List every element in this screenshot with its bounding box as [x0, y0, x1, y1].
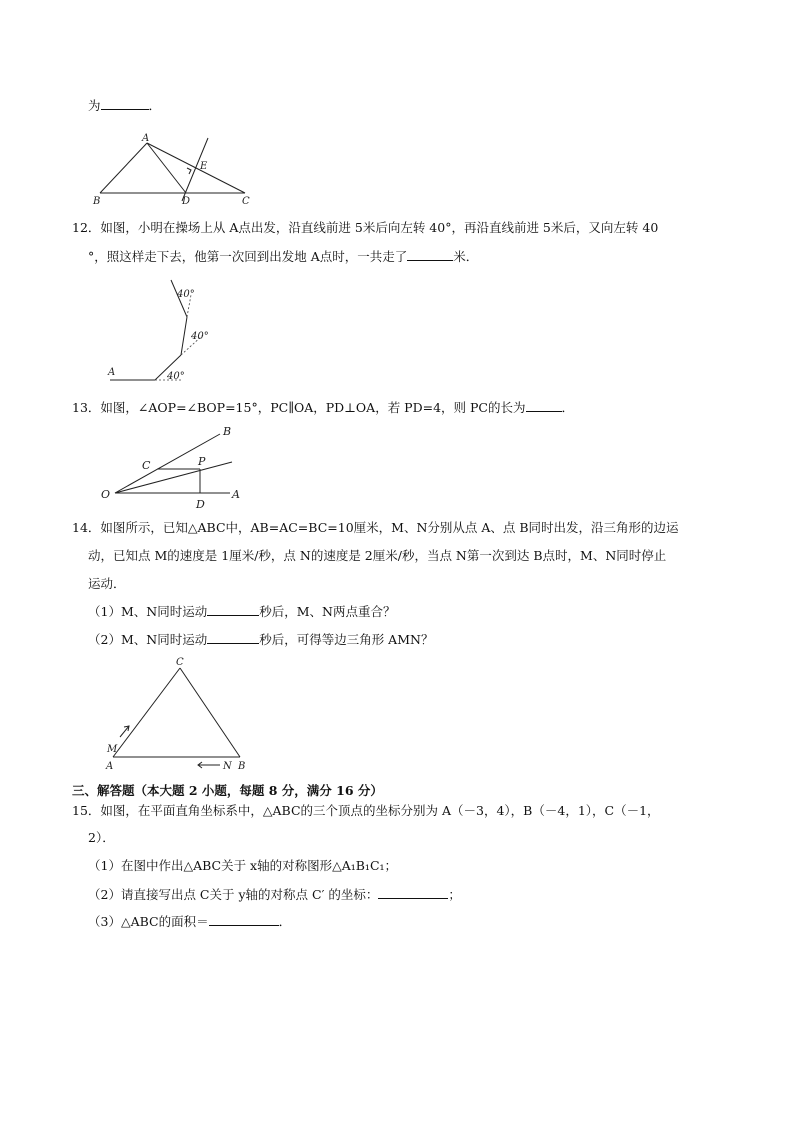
- fig11-label-b: B: [93, 196, 101, 207]
- fig12-angle-label-1: 40°: [167, 371, 185, 382]
- q15-sub2-answer-blank[interactable]: [378, 886, 448, 899]
- fig14-segment-cb: [180, 668, 240, 757]
- q15-sub2-text-a: （2）请直接写出点 C关于 y轴的对称点 C′ 的坐标：: [88, 887, 379, 902]
- q15-sub2-text-b: ；: [448, 887, 461, 902]
- q15-sub-2: [88, 886, 461, 903]
- fig11-label-e: E: [200, 161, 208, 172]
- q14-line-2: 动，已知点 M的速度是 1厘米/秒，点 N的速度是 2厘米/秒，当点 N第一次到达 B点时，M、N同时停止: [88, 548, 667, 563]
- figure-q13-angle: [95, 422, 250, 512]
- q12-text-b: 米．: [453, 249, 479, 264]
- q12-line-1: 12．如图，小明在操场上从 A点出发，沿直线前进 5米后向左转 40°，再沿直线前进 5米后，又向左转 40: [72, 220, 659, 235]
- q12-line-2: [88, 248, 478, 265]
- q14-line-3: 运动．: [88, 576, 126, 591]
- section-3-heading: 三、解答题（本大题 2 小题，每题 8 分，满分 16 分）: [72, 783, 383, 798]
- fig13-label-a: A: [232, 488, 240, 501]
- q15-line-1: 15．如图，在平面直角坐标系中，△ABC的三个顶点的坐标分别为 A（－3，4），B（－4，1），C（－1，: [72, 803, 660, 818]
- fig13-label-b: B: [223, 425, 232, 438]
- q15-sub3-text-a: （3）△ABC的面积＝: [88, 914, 209, 929]
- fig12-angle-label-2: 40°: [191, 331, 209, 342]
- q13-text-b: ．: [561, 400, 575, 415]
- q15-sub3-text-b: ．: [278, 914, 292, 929]
- q13-line: [72, 399, 574, 416]
- fig13-label-o: O: [101, 488, 111, 501]
- q15-sub-3: [88, 913, 291, 930]
- q14-sub-1: [88, 603, 395, 620]
- q14-sub1-text-a: （1）M、N同时运动: [88, 604, 208, 619]
- fig12-segment-3: [181, 317, 187, 355]
- figure-q11-triangle: [90, 133, 260, 208]
- fig11-segment-ba: [100, 143, 147, 193]
- q15-line-2: 2）．: [88, 830, 115, 845]
- q15-sub3-answer-blank[interactable]: [209, 913, 279, 926]
- fig14-label-n: N: [223, 761, 232, 772]
- fig14-label-c: C: [176, 657, 184, 668]
- fig13-label-d: D: [196, 498, 205, 511]
- figure-q12-path: [105, 277, 215, 385]
- q11-suffix: ．: [148, 98, 162, 113]
- q15-sub-1: （1）在图中作出△ABC关于 x轴的对称图形△A₁B₁C₁；: [88, 858, 398, 873]
- q12-answer-blank[interactable]: [407, 248, 453, 261]
- q11-answer-line: [88, 97, 161, 114]
- fig14-arrow-m: [120, 726, 129, 737]
- fig14-label-b: B: [238, 761, 246, 772]
- fig14-label-a: A: [106, 761, 114, 772]
- q14-line-1: 14．如图所示，已知△ABC中，AB=AC=BC=10厘米，M、N分别从点 A、点 B同时出发，沿三角形的边运: [72, 520, 679, 535]
- fig13-label-c: C: [142, 459, 151, 472]
- fig11-label-c: C: [242, 196, 250, 207]
- fig11-segment-ad: [147, 143, 186, 193]
- fig12-label-a: A: [108, 367, 116, 378]
- fig13-ray-op: [115, 462, 232, 493]
- q13-answer-blank[interactable]: [526, 399, 562, 412]
- q14-sub2-text-b: 秒后，可得等边三角形 AMN？: [259, 632, 434, 647]
- fig14-segment-ac: [113, 668, 180, 757]
- fig12-angle-label-3: 40°: [177, 289, 195, 300]
- q14-sub1-answer-blank[interactable]: [207, 603, 259, 616]
- fig11-label-a: A: [142, 133, 150, 144]
- fig14-label-m: M: [107, 744, 118, 755]
- fig11-label-d: D: [182, 196, 191, 207]
- fig13-label-p: P: [198, 455, 206, 468]
- q12-text-a: °，照这样走下去，他第一次回到出发地 A点时，一共走了: [88, 249, 408, 264]
- q14-sub-2: [88, 631, 433, 648]
- figure-q14-triangle: [100, 655, 255, 775]
- q11-prefix: 为: [88, 98, 101, 113]
- q14-sub2-text-a: （2）M、N同时运动: [88, 632, 208, 647]
- q14-sub2-answer-blank[interactable]: [207, 631, 259, 644]
- fig11-right-angle-mark: [187, 168, 191, 174]
- q11-answer-blank[interactable]: [101, 97, 149, 110]
- q13-text-a: 13．如图，∠AOP=∠BOP=15°，PC∥OA，PD⊥OA，若 PD=4，则 PC的长为: [72, 400, 526, 415]
- q14-sub1-text-b: 秒后，M、N两点重合？: [259, 604, 396, 619]
